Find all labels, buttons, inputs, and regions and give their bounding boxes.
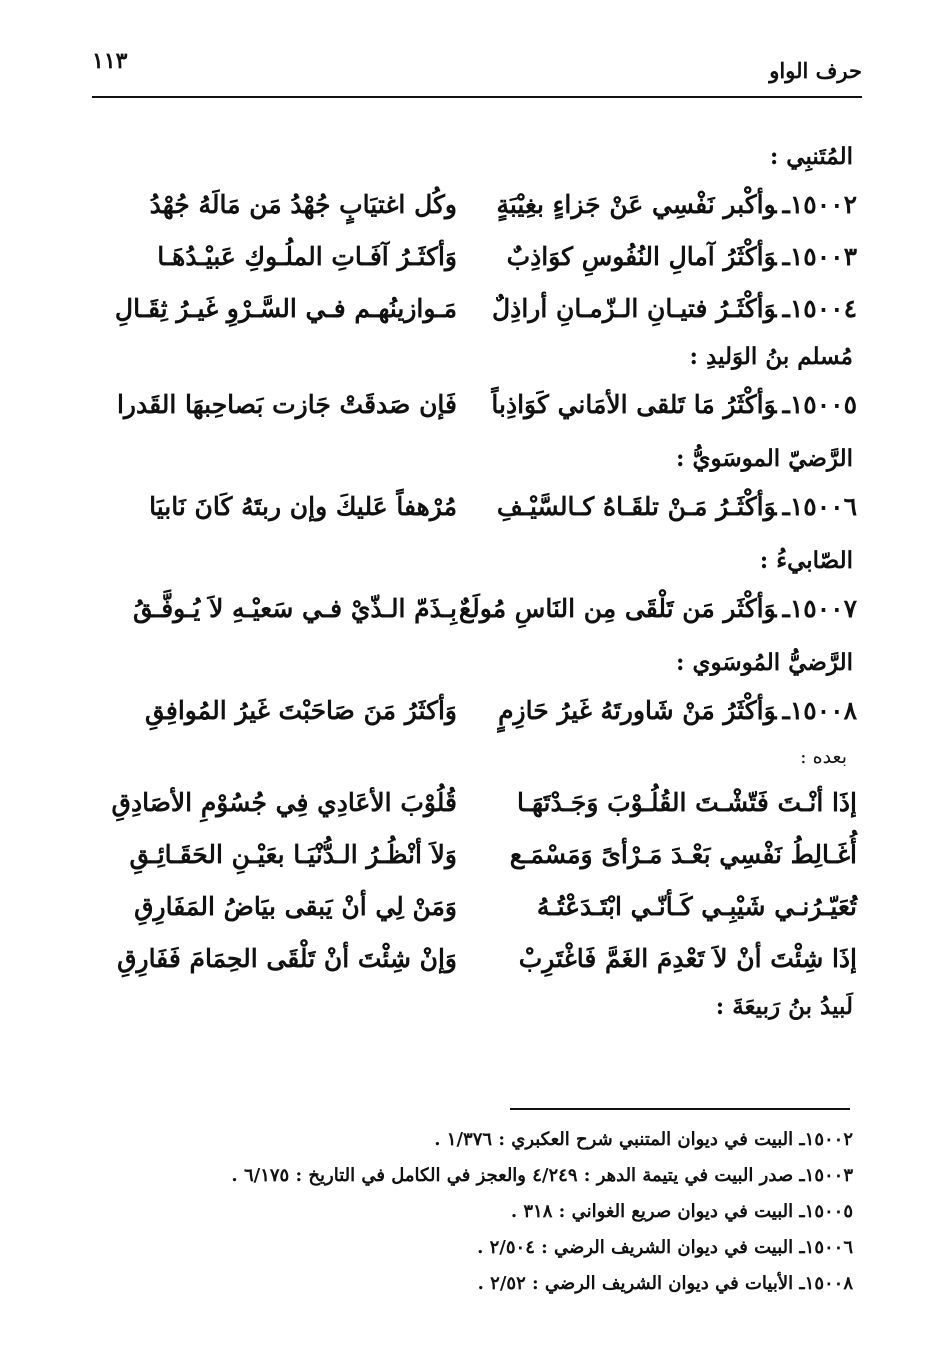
verse-first-text: وَأكْثَرُ مَنْ شَاورتَهُ غَيرُ حَازِمٍ: [498, 696, 777, 725]
verse-number: ١٥٠٠٢ـ: [782, 190, 857, 219]
page-header: [92, 40, 862, 100]
verse-first-hemistich: [497, 179, 857, 231]
verse-first-text: وَأكْثَـرُ مَـنْ تلقَـاهُ كـالسَّيْـفِ: [496, 492, 777, 521]
footnote: ١٥٠٠٥ـ البيت في ديوان صريع الغواني : ٣١٨ .: [510, 1201, 853, 1222]
verse: [97, 379, 857, 431]
verse: [97, 881, 857, 933]
verse-number: ١٥٠٠٥ـ: [782, 390, 857, 419]
verse: [97, 179, 857, 231]
footnote: ١٥٠٠٣ـ صدر البيت في يتيمة الدهر : ٤/٢٤٩ والعجز في الكامل في التاريخ : ٦/١٧٥ .: [231, 1165, 853, 1186]
verse: [97, 685, 857, 737]
verse-number: ١٥٠٠٨ـ: [782, 696, 857, 725]
verse-second-hemistich: وَلاَ أنْظُـرُ الـدُّنْيَـا بعَيْـنِ الحَقَـائِـقِ: [129, 840, 457, 869]
poet-name: المُتَنبِي :: [769, 143, 853, 170]
verse-second-hemistich: مَـوازينُهـم فـي السَّـرْوِ غَيـرُ ثِقَـالِ: [114, 294, 457, 323]
verse-second-hemistich: مُرْهفاً عَليكَ وإن ربتَهُ كَانَ نَابيَا: [149, 492, 457, 521]
verse-first-text: وَأكْثَـرُ فتيـانِ الـزّمـانِ أراذِلٌ: [492, 294, 777, 323]
verse-number: ١٥٠٠٧ـ: [782, 594, 857, 623]
verse-number: ١٥٠٠٣ـ: [782, 242, 857, 271]
verse: [97, 481, 857, 533]
verse-second-hemistich: وَأكثَـرُ آفَـاتِ الملُـوكِ عَبيْـدُهَـا: [157, 242, 457, 271]
verse-second-hemistich: قُلُوْبَ الأعَادِي فِي جُسُوْمِ الأصَادِقِ: [111, 788, 457, 817]
verse-first-hemistich: إذَا أنْـتَ فَتّشْـتَ القُلُـوْبَ وَجَـدْتَهَـا: [517, 788, 857, 817]
verse-first-text: وأكْبر نَفْسِي عَنْ جَزاءٍ بغِيْبَةٍ: [496, 190, 777, 219]
poet-name: مُسلم بنُ الوَليدِ :: [689, 343, 853, 370]
poet-name: الرَّضيُّ المُوسَوي :: [675, 649, 853, 676]
verse-second-hemistich: وكُل اغتيَابٍ جُهْدُ مَن مَالَهُ جُهْدُ: [149, 190, 457, 219]
continuation-label: بعده :: [800, 746, 847, 768]
verse-first-text: وَأكْثَرُ آمالِ النُفُوسِ كوَاذِبٌ: [506, 242, 777, 271]
verse: [97, 283, 857, 335]
header-rule: [92, 96, 862, 98]
verse-second-hemistich: وَإنْ شِئْتَ أنْ تَلْقَى الحِمَامَ فَفَارِقِ: [117, 944, 457, 973]
footnotes: [93, 1122, 853, 1302]
poet-name: لَبيدُ بنُ رَبيعَةَ :: [715, 993, 853, 1020]
verse-first-text: وَأكْثَرُ مَا تَلقى الأمَاني كَوَاذِباً: [491, 390, 777, 419]
page-body: [97, 135, 857, 1029]
verse: [97, 933, 857, 985]
verse-first-hemistich: [497, 685, 857, 737]
running-title: حرف الواو: [769, 58, 862, 83]
verse-first-hemistich: [497, 231, 857, 283]
verse-second-hemistich: بِـذَمّ الـذّيْ فـي سَعيْـهِ لاَ يُـوفَّـقُ: [133, 594, 457, 623]
verse: [97, 829, 857, 881]
verse-first-hemistich: أُغَـالِطُ نَفْسِي بَعْـدَ مَـرْأىً وَمَسْمَـع: [509, 840, 857, 869]
verse-number: ١٥٠٠٤ـ: [782, 294, 857, 323]
verse-first-hemistich: [492, 283, 857, 335]
verse-first-hemistich: تُعَيّـرُنـي شَيْبِـي كَـأنّـي ابْتَـدَعْتُـهُ: [536, 892, 857, 921]
footnote: ١٥٠٠٦ـ البيت في ديوان الشريف الرضي : ٢/٥٠٤ .: [477, 1237, 853, 1258]
poet-name: الصّابيءُ :: [759, 547, 853, 574]
verse-second-hemistich: وَمَنْ لِي أنْ يَبقى بيَاضُ المَفَارِقِ: [134, 892, 457, 921]
verse-first-hemistich: [491, 379, 857, 431]
footnote: ١٥٠٠٢ـ البيت في ديوان المتنبي شرح العكبري : ١/٣٧٦ .: [434, 1129, 853, 1150]
poet-name: الرَّضيّ الموسَويُّ :: [675, 445, 853, 472]
verse-second-hemistich: فَإن صَدقَتْ جَازت بَصاحِبهَا القَدرا: [116, 390, 457, 419]
verse-second-hemistich: وَأكثَرُ مَنَ صَاحَبْتَ غَيرُ المُوافِقِ: [145, 696, 457, 725]
footnote-rule: [510, 1108, 850, 1110]
footnote: ١٥٠٠٨ـ الأبيات في ديوان الشريف الرضي : ٢/٥٢ .: [477, 1273, 853, 1294]
verse: [97, 231, 857, 283]
verse-first-hemistich: إذَا شِئْتَ أنْ لاَ تَعْدِمَ الغَمَّ فَاغْتَرِبْ: [518, 944, 857, 973]
verse-number: ١٥٠٠٦ـ: [782, 492, 857, 521]
verse-first-hemistich: [497, 481, 857, 533]
verse-first-hemistich: [458, 583, 857, 635]
page-number: ١١٣: [92, 48, 128, 74]
verse: [97, 583, 857, 635]
verse-first-text: وَأكْثَر مَن تَلْقَى مِن النَاسِ مُولَعٌ: [458, 594, 777, 623]
verse: [97, 777, 857, 829]
